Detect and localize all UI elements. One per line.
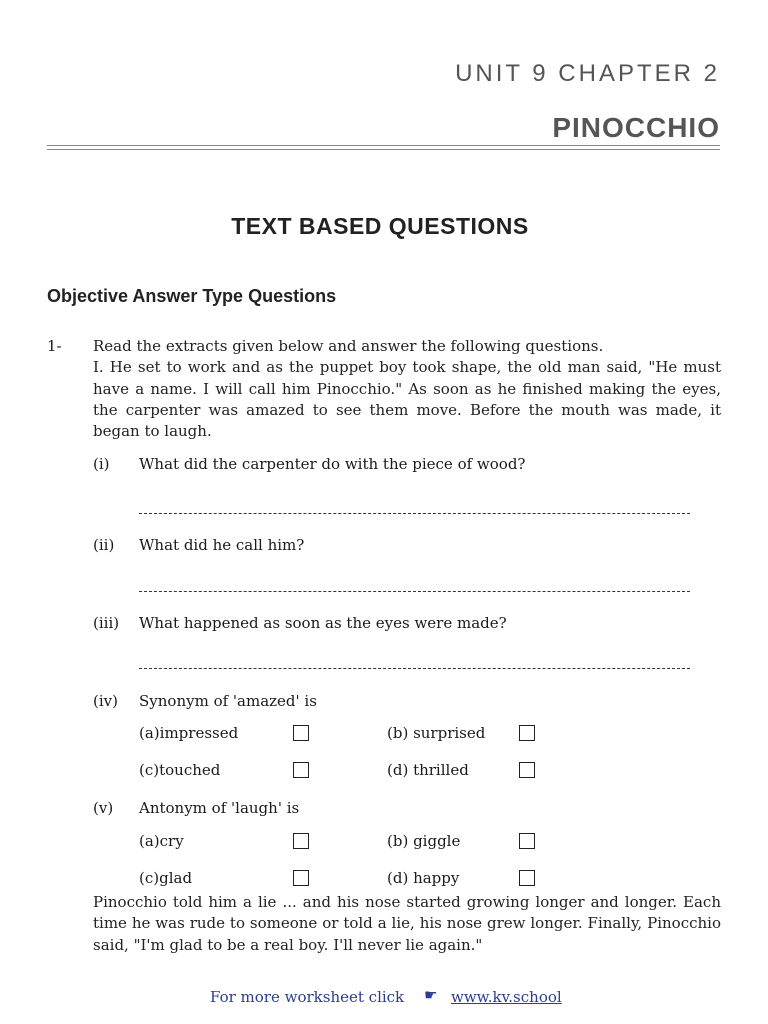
item-label-i: (i) <box>93 455 110 473</box>
option-v-b: (b) giggle <box>387 832 461 850</box>
checkbox-iv-d[interactable] <box>519 762 535 778</box>
item-label-ii: (ii) <box>93 536 115 554</box>
item-label-iii: (iii) <box>93 614 120 632</box>
chapter-title: PINOCCHIO <box>552 112 720 143</box>
answer-line-i[interactable] <box>139 513 690 514</box>
option-iv-b: (b) surprised <box>387 724 486 742</box>
extract-text: I. He set to work and as the puppet boy took shape, the old man said, "He must have a name. I will call him Pinocchio." As soon as he finished making the eyes, the carpenter was amazed to see them move. Before the mouth was made, it began to laugh. <box>93 358 721 441</box>
footer-text: For more worksheet click <box>210 988 405 1006</box>
checkbox-v-c[interactable] <box>293 870 309 886</box>
checkbox-v-d[interactable] <box>519 870 535 886</box>
unit-chapter-heading: UNIT 9 CHAPTER 2 <box>455 60 720 87</box>
question-extract <box>93 336 721 442</box>
answer-line-ii[interactable] <box>139 591 690 592</box>
item-label-iv: (iv) <box>93 692 118 710</box>
option-iv-d: (d) thrilled <box>387 761 469 779</box>
item-text-v: Antonym of 'laugh' is <box>139 799 300 817</box>
option-iv-a: (a)impressed <box>139 724 239 742</box>
item-text-i: What did the carpenter do with the piece of wood? <box>139 455 526 473</box>
section-title: TEXT BASED QUESTIONS <box>231 213 529 239</box>
option-v-c: (c)glad <box>139 869 193 887</box>
checkbox-iv-b[interactable] <box>519 725 535 741</box>
checkbox-iv-a[interactable] <box>293 725 309 741</box>
pointing-hand-icon: ☛ <box>424 986 438 1004</box>
item-text-iv: Synonym of 'amazed' is <box>139 692 317 710</box>
item-text-iii: What happened as soon as the eyes were made? <box>139 614 507 632</box>
option-v-a: (a)cry <box>139 832 184 850</box>
footer-link[interactable]: www.kv.school <box>451 988 562 1006</box>
header-rule-bottom <box>47 149 720 150</box>
checkbox-iv-c[interactable] <box>293 762 309 778</box>
item-text-ii: What did he call him? <box>139 536 305 554</box>
item-label-v: (v) <box>93 799 114 817</box>
question-intro: Read the extracts given below and answer the following questions. <box>93 337 604 355</box>
checkbox-v-b[interactable] <box>519 833 535 849</box>
header-rule-top <box>47 145 720 146</box>
subsection-title: Objective Answer Type Questions <box>47 286 337 306</box>
answer-line-iii[interactable] <box>139 668 690 669</box>
option-v-d: (d) happy <box>387 869 460 887</box>
checkbox-v-a[interactable] <box>293 833 309 849</box>
second-extract: Pinocchio told him a lie ... and his nose started growing longer and longer. Each time he was rude to someone or told a lie, his nose grew longer. Finally, Pinocchio said, "I'm glad to be a real boy. I'll never lie again." <box>93 893 721 954</box>
question-number: 1- <box>47 337 62 355</box>
option-iv-c: (c)touched <box>139 761 221 779</box>
